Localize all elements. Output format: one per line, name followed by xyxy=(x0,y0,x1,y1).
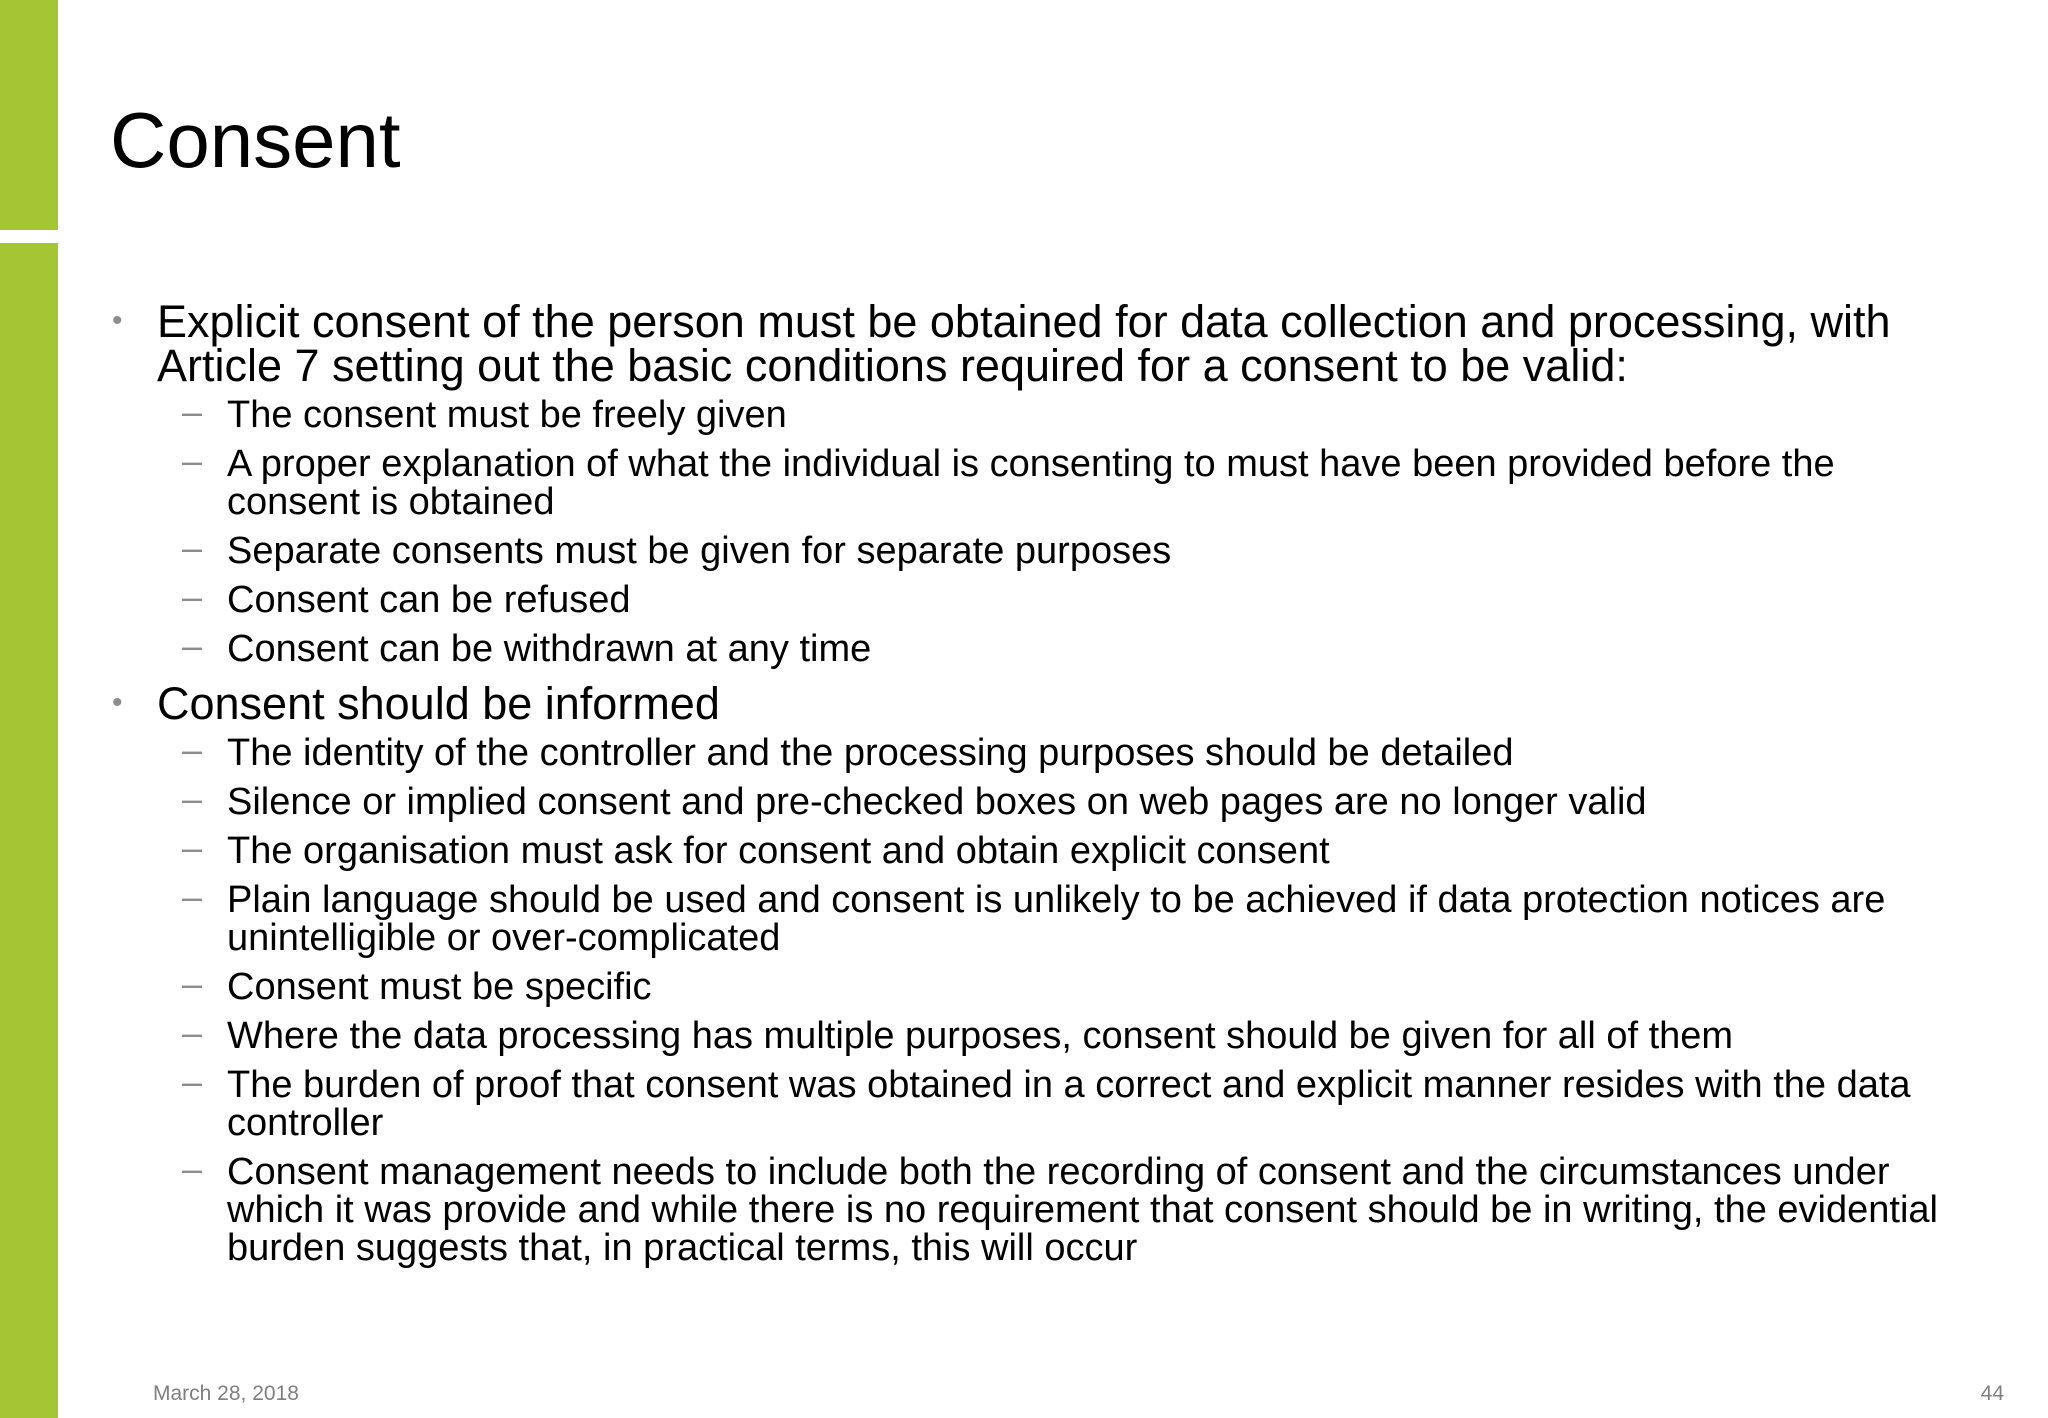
accent-bar-top xyxy=(0,0,58,230)
sub-bullet-item xyxy=(110,1061,1970,1144)
sub-bullet-text: The consent must be freely given xyxy=(227,394,787,436)
sub-bullet-text: Consent must be specific xyxy=(227,966,652,1008)
footer-page-number: 44 xyxy=(1980,1382,2004,1405)
slide-content xyxy=(110,296,1970,1281)
sub-bullet-text: The identity of the controller and the processing purposes should be detailed xyxy=(227,732,1514,774)
sub-bullet-text: Silence or implied consent and pre-checked boxes on web pages are no longer valid xyxy=(227,781,1647,823)
bullet-item xyxy=(110,296,1970,391)
dash-icon: – xyxy=(182,729,203,770)
sub-bullet-text: Consent can be refused xyxy=(227,579,631,621)
dash-icon: – xyxy=(182,576,203,617)
dash-icon: – xyxy=(182,963,203,1004)
sub-bullet-text: Where the data processing has multiple purposes, consent should be given for all of them xyxy=(227,1015,1734,1057)
sub-bullet-text: Consent management needs to include both the recording of consent and the circumstances under which it was provide and while there is no requirement that consent should be in writing, the evidential burden suggests that, in practical terms, this will occur xyxy=(227,1151,1938,1269)
dash-icon: – xyxy=(182,391,203,432)
sub-bullet-text: Consent can be withdrawn at any time xyxy=(227,628,872,670)
sub-bullet-text: Separate consents must be given for separate purposes xyxy=(227,530,1172,572)
footer-date: March 28, 2018 xyxy=(153,1382,299,1405)
dash-icon: – xyxy=(182,440,203,481)
slide-title: Consent xyxy=(110,96,401,184)
sub-bullet-item xyxy=(110,827,1970,872)
sub-bullet-text: Plain language should be used and consent is unlikely to be achieved if data protection notices are unintelligible or over-complicated xyxy=(227,879,1886,959)
sub-list xyxy=(110,729,1970,1269)
dash-icon: – xyxy=(182,527,203,568)
dash-icon: – xyxy=(182,876,203,917)
bullet-dot-icon: • xyxy=(112,304,123,337)
sub-bullet-item xyxy=(110,391,1970,436)
bullet-dot-icon: • xyxy=(112,686,123,719)
bullet-text: Explicit consent of the person must be obtained for data collection and processing, with Article 7 setting out the basic conditions required for a consent to be valid: xyxy=(157,296,1891,391)
sub-bullet-item xyxy=(110,440,1970,523)
dash-icon: – xyxy=(182,1012,203,1053)
bullet-item xyxy=(110,678,1970,729)
sub-bullet-text: The organisation must ask for consent and obtain explicit consent xyxy=(227,830,1330,872)
accent-bar-bottom xyxy=(0,243,58,1418)
sub-bullet-item xyxy=(110,1012,1970,1057)
sub-bullet-item xyxy=(110,576,1970,621)
sub-bullet-item xyxy=(110,778,1970,823)
sub-bullet-item xyxy=(110,1148,1970,1269)
bullet-text: Consent should be informed xyxy=(157,678,720,729)
sub-bullet-text: A proper explanation of what the individual is consenting to must have been provided before the consent is obtained xyxy=(227,443,1835,523)
sub-bullet-item xyxy=(110,625,1970,670)
dash-icon: – xyxy=(182,778,203,819)
sub-bullet-text: The burden of proof that consent was obtained in a correct and explicit manner resides with the data controller xyxy=(227,1064,1911,1144)
dash-icon: – xyxy=(182,827,203,868)
dash-icon: – xyxy=(182,1061,203,1102)
sub-bullet-item xyxy=(110,963,1970,1008)
dash-icon: – xyxy=(182,1148,203,1189)
dash-icon: – xyxy=(182,625,203,666)
sub-bullet-item xyxy=(110,729,1970,774)
sub-bullet-item xyxy=(110,876,1970,959)
sub-list xyxy=(110,391,1970,670)
sub-bullet-item xyxy=(110,527,1970,572)
